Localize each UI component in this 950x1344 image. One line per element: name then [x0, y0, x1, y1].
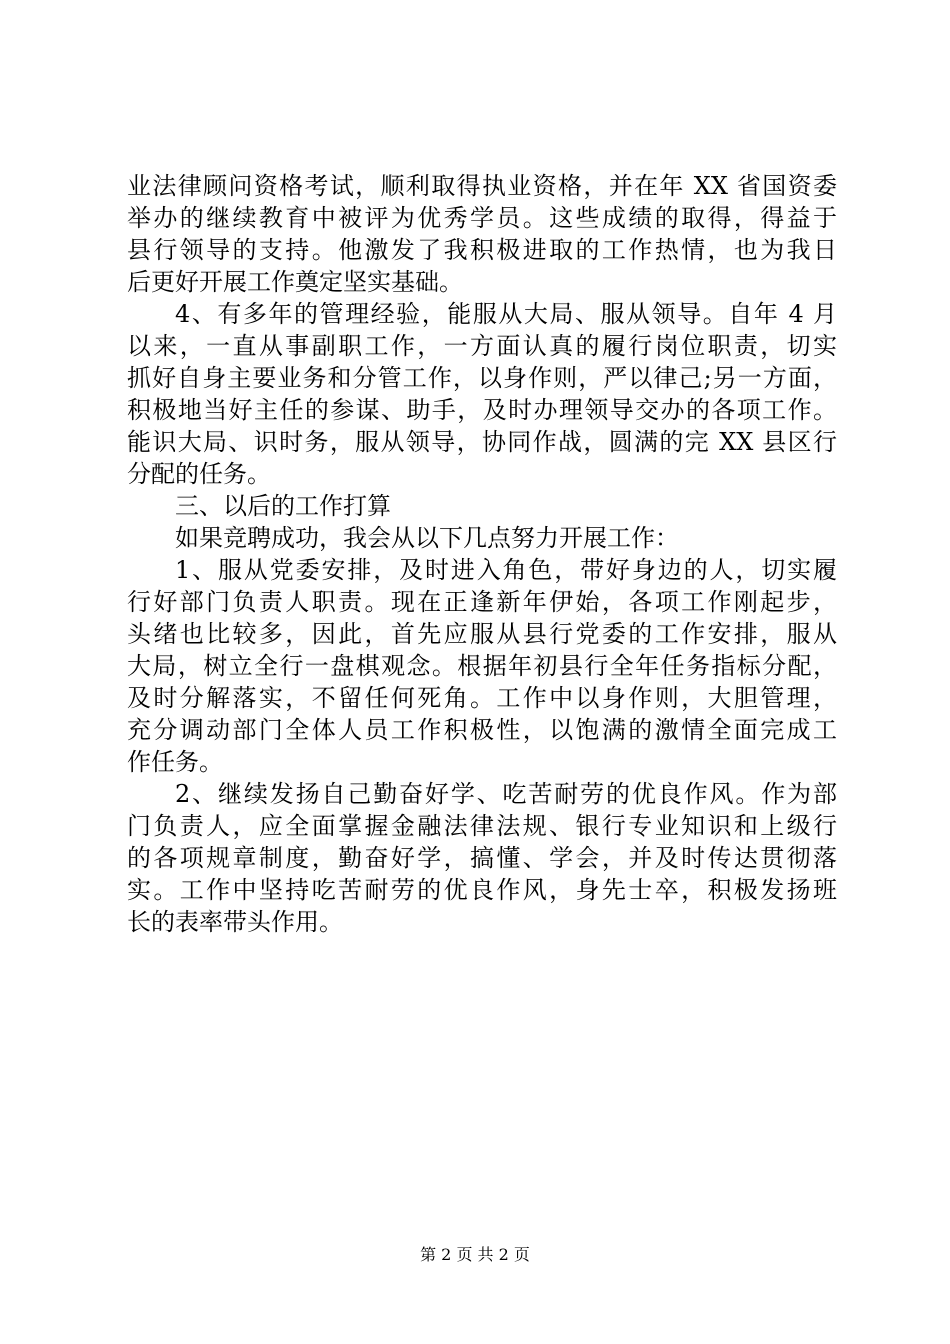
text-line: 县行领导的支持。他激发了我积极进取的工作热情，也为我日	[127, 236, 837, 264]
text-line: 以来，一直从事副职工作，一方面认真的履行岗位职责，切实	[127, 332, 837, 360]
text-line: 及时分解落实，不留任何死角。工作中以身作则，大胆管理，	[127, 684, 837, 712]
text-line: 能识大局、识时务，服从领导，协同作战，圆满的完 XX 县区行	[127, 428, 837, 456]
text-line: 2、继续发扬自己勤奋好学、吃苦耐劳的优良作风。作为部	[175, 780, 837, 808]
text-line: 后更好开展工作奠定坚实基础。	[127, 268, 463, 296]
paragraph-point-4	[127, 298, 837, 490]
text-line: 头绪也比较多，因此，首先应服从县行党委的工作安排，服从	[127, 620, 837, 648]
text-line: 行好部门负责人职责。现在正逢新年伊始，各项工作刚起步，	[127, 588, 837, 616]
paragraph-item-2	[127, 778, 837, 938]
page-number-footer: 第 2 页 共 2 页	[420, 1245, 530, 1264]
document-body	[127, 170, 837, 938]
text-line: 1、服从党委安排，及时进入角色，带好身边的人，切实履	[175, 556, 837, 584]
paragraph-item-1	[127, 554, 837, 778]
text-line: 业法律顾问资格考试，顺利取得执业资格，并在年 XX 省国资委	[127, 172, 837, 200]
text-line: 如果竞聘成功，我会从以下几点努力开展工作：	[175, 524, 679, 552]
text-line: 作任务。	[127, 748, 223, 776]
text-line: 门负责人，应全面掌握金融法律法规、银行专业知识和上级行	[127, 812, 837, 840]
text-line: 大局，树立全行一盘棋观念。根据年初县行全年任务指标分配，	[127, 652, 837, 680]
text-line: 4、有多年的管理经验，能服从大局、服从领导。自年 4 月	[175, 300, 837, 328]
text-line: 实。工作中坚持吃苦耐劳的优良作风，身先士卒，积极发扬班	[127, 876, 837, 904]
text-line: 抓好自身主要业务和分管工作，以身作则，严以律己;另一方面，	[127, 364, 837, 392]
section-heading-text: 三、以后的工作打算	[175, 492, 391, 520]
paragraph-intro	[127, 522, 837, 554]
text-line: 充分调动部门全体人员工作积极性，以饱满的激情全面完成工	[127, 716, 837, 744]
text-line: 长的表率带头作用。	[127, 908, 343, 936]
section-heading	[127, 490, 837, 522]
text-line: 的各项规章制度，勤奋好学，搞懂、学会，并及时传达贯彻落	[127, 844, 837, 872]
text-line: 举办的继续教育中被评为优秀学员。这些成绩的取得，得益于	[127, 204, 837, 232]
text-line: 积极地当好主任的参谋、助手，及时办理领导交办的各项工作。	[127, 396, 837, 424]
text-line: 分配的任务。	[127, 460, 271, 488]
paragraph-continuation	[127, 170, 837, 298]
